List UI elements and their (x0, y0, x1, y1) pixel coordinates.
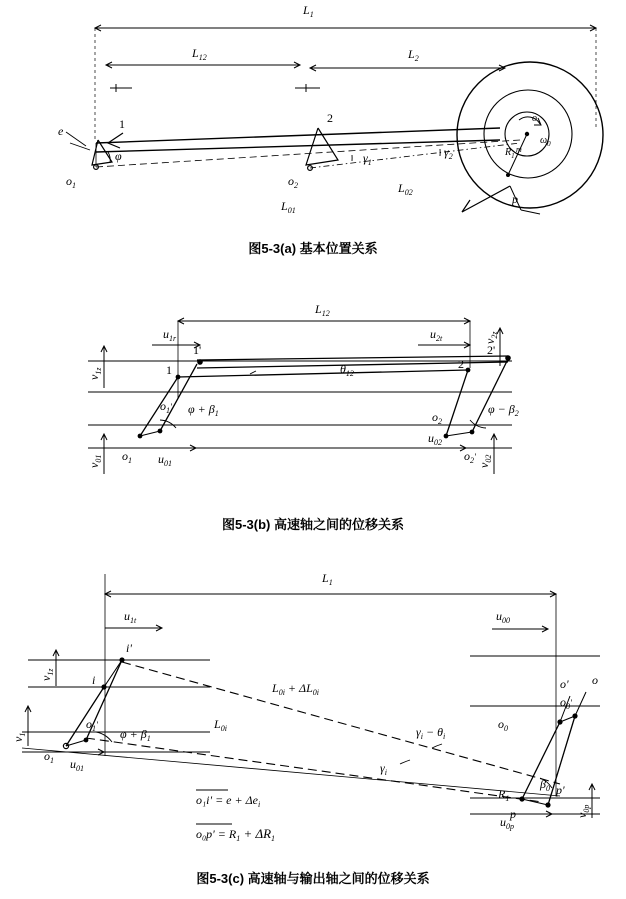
load-line (462, 186, 510, 212)
label-o1: $o_1$ (66, 174, 76, 190)
load-tail2 (521, 210, 540, 214)
label-u02: $u_{02}$ (428, 431, 442, 447)
label-L12-b: $L_{12}$ (315, 302, 330, 318)
label-L02: $L_{02}$ (398, 181, 413, 197)
label-gamma-theta: $\gamma_i - \theta_i$ (416, 725, 446, 741)
label-u0p-c: $u_{0p}$ (500, 815, 514, 831)
label-v01: $v_{01}$ (87, 454, 103, 468)
label-o1p-b: $o_1'$ (160, 399, 172, 415)
label-R1-c: $R_1$ (498, 787, 510, 803)
panel-c-displacement (0, 556, 626, 866)
shaft-bottom-line (96, 140, 500, 152)
joint-o2 (444, 434, 449, 439)
label-L2: $L_2$ (408, 47, 419, 63)
label-L1-c: $L_1$ (322, 571, 333, 587)
axis-L01-dashed (96, 140, 520, 167)
joint-pp-c (545, 802, 550, 807)
label-L01: $L_{01}$ (281, 199, 296, 215)
link-1-o1 (140, 377, 178, 436)
label-beta0-c: $\beta_0$ (540, 777, 550, 793)
point-p (506, 173, 510, 177)
label-omega0: $\omega_0$ (540, 135, 551, 148)
label-pp-c: p' (556, 783, 565, 797)
label-m: m (516, 145, 522, 154)
panel-a-basic-position (0, 0, 626, 245)
joint-o1p (158, 429, 163, 434)
dashed-L0i (86, 738, 542, 802)
label-v0p-c: $v_{0p}$ (575, 804, 591, 818)
joint-o2p (470, 430, 475, 435)
dashed-L0i-dL (122, 662, 560, 784)
label-node1p-b: 1' (193, 343, 202, 357)
label-gamma2: $\gamma_2$ (444, 145, 453, 161)
label-v1z-c: $v_{1z}$ (39, 668, 55, 681)
label-u00-c: $u_{00}$ (496, 609, 510, 625)
label-o0-c: $o_0$ (498, 717, 508, 733)
equation-2: $o_0p' = R_1 + \Delta R_1$ (196, 826, 276, 843)
label-L12: $L_{12}$ (192, 46, 207, 62)
link-2-o2 (446, 370, 468, 436)
label-L0i: $L_{0i}$ (214, 717, 227, 733)
shaft-top-line (96, 128, 500, 143)
label-v1-c: $v_1$ (11, 732, 27, 742)
panel-c-svg (0, 556, 626, 866)
label-o2p-b: $o_2'$ (464, 449, 476, 465)
label-theta12: $\theta_{12}$ (340, 362, 354, 378)
joint-2 (466, 368, 471, 373)
label-u1t-c: $u_{1t}$ (124, 609, 137, 625)
caption-b: 图5-3(b) 高速轴之间的位移关系 (221, 517, 404, 532)
label-node2: 2 (327, 111, 333, 125)
baseline-c (22, 748, 560, 796)
label-gamma-i: $\gamma_i$ (380, 761, 387, 777)
link-2p-o2p (472, 359, 508, 432)
label-L1: $L_1$ (303, 3, 314, 19)
caption-a: 图5-3(a) 基本位置关系 (248, 241, 378, 256)
label-node1-b: 1 (166, 363, 172, 377)
link-o2-o2p (446, 432, 472, 436)
label-node2-b: 2 (458, 357, 464, 371)
e-marker2 (70, 143, 90, 150)
label-o2: $o_2$ (288, 174, 298, 190)
joint-ip-c (119, 657, 124, 662)
label-p-c: p (510, 807, 516, 821)
label-o1-c: $o_1$ (44, 749, 54, 765)
joint-i-c (101, 684, 106, 689)
joint-p-c (519, 796, 524, 801)
link-i-o1-c (66, 687, 104, 746)
label-p: p (512, 192, 518, 206)
label-o1p-c: $o_1'$ (86, 717, 98, 733)
label-v2z: $v_{2z}$ (483, 331, 499, 344)
label-v02: $v_{02}$ (477, 454, 493, 468)
label-R1: $R_1$ (505, 147, 515, 160)
label-o1-b: $o_1$ (122, 449, 132, 465)
label-phi: φ (115, 149, 122, 163)
arc-gamma-i-c (400, 760, 410, 764)
link-i-ip-c (104, 660, 122, 687)
joint-o1 (138, 434, 143, 439)
joint-1 (176, 375, 181, 380)
panel-b-svg (0, 288, 626, 518)
label-angle-phi-beta1: $\varphi + \beta_1$ (188, 402, 219, 418)
label-gamma1: $\gamma_1$ (363, 151, 372, 167)
link-p-pp-c (522, 799, 548, 805)
label-u2: $u_{2t}$ (430, 327, 443, 343)
label-angle-phi-beta2: $\varphi - \beta_2$ (488, 402, 519, 418)
joint-2p (505, 355, 511, 361)
label-L0i-dL: $L_{0i} + \Delta L_{0i}$ (272, 681, 319, 697)
joint-1p (197, 359, 203, 365)
e-marker (66, 132, 86, 146)
label-angle-c: $\varphi + \beta_1$ (120, 727, 151, 743)
panel-a-svg (0, 0, 626, 245)
label-u01-c: $u_{01}$ (70, 757, 84, 773)
label-o-center: o (532, 113, 537, 124)
label-o-plain-c: o (592, 673, 598, 687)
panel-b-displacement (0, 288, 626, 518)
arc-gamma-theta-c (432, 744, 442, 748)
label-op-c: o' (560, 677, 569, 691)
label-i-c: i (92, 673, 96, 687)
arc-theta12 (250, 371, 256, 374)
label-node2p-b: 2' (487, 343, 496, 357)
label-u1: $u_{1r}$ (163, 327, 177, 343)
label-o0p-c: $o_0'$ (560, 695, 572, 711)
label-e: e (58, 124, 64, 138)
label-node1: 1 (119, 117, 125, 131)
beam-original (178, 370, 468, 377)
gear-outer-circle (457, 62, 603, 208)
label-o2-b: $o_2$ (432, 410, 442, 426)
stem-o0p-c (575, 692, 586, 716)
label-ip-c: i' (126, 641, 132, 655)
label-u01: $u_{01}$ (158, 452, 172, 468)
support-1-top (108, 133, 123, 148)
caption-c: 图5-3(c) 高速轴与输出轴之间的位移关系 (196, 871, 430, 886)
label-v1z: $v_{1z}$ (87, 367, 103, 380)
equation-1: $o_1i' = e + \Delta e_i$ (196, 793, 261, 809)
